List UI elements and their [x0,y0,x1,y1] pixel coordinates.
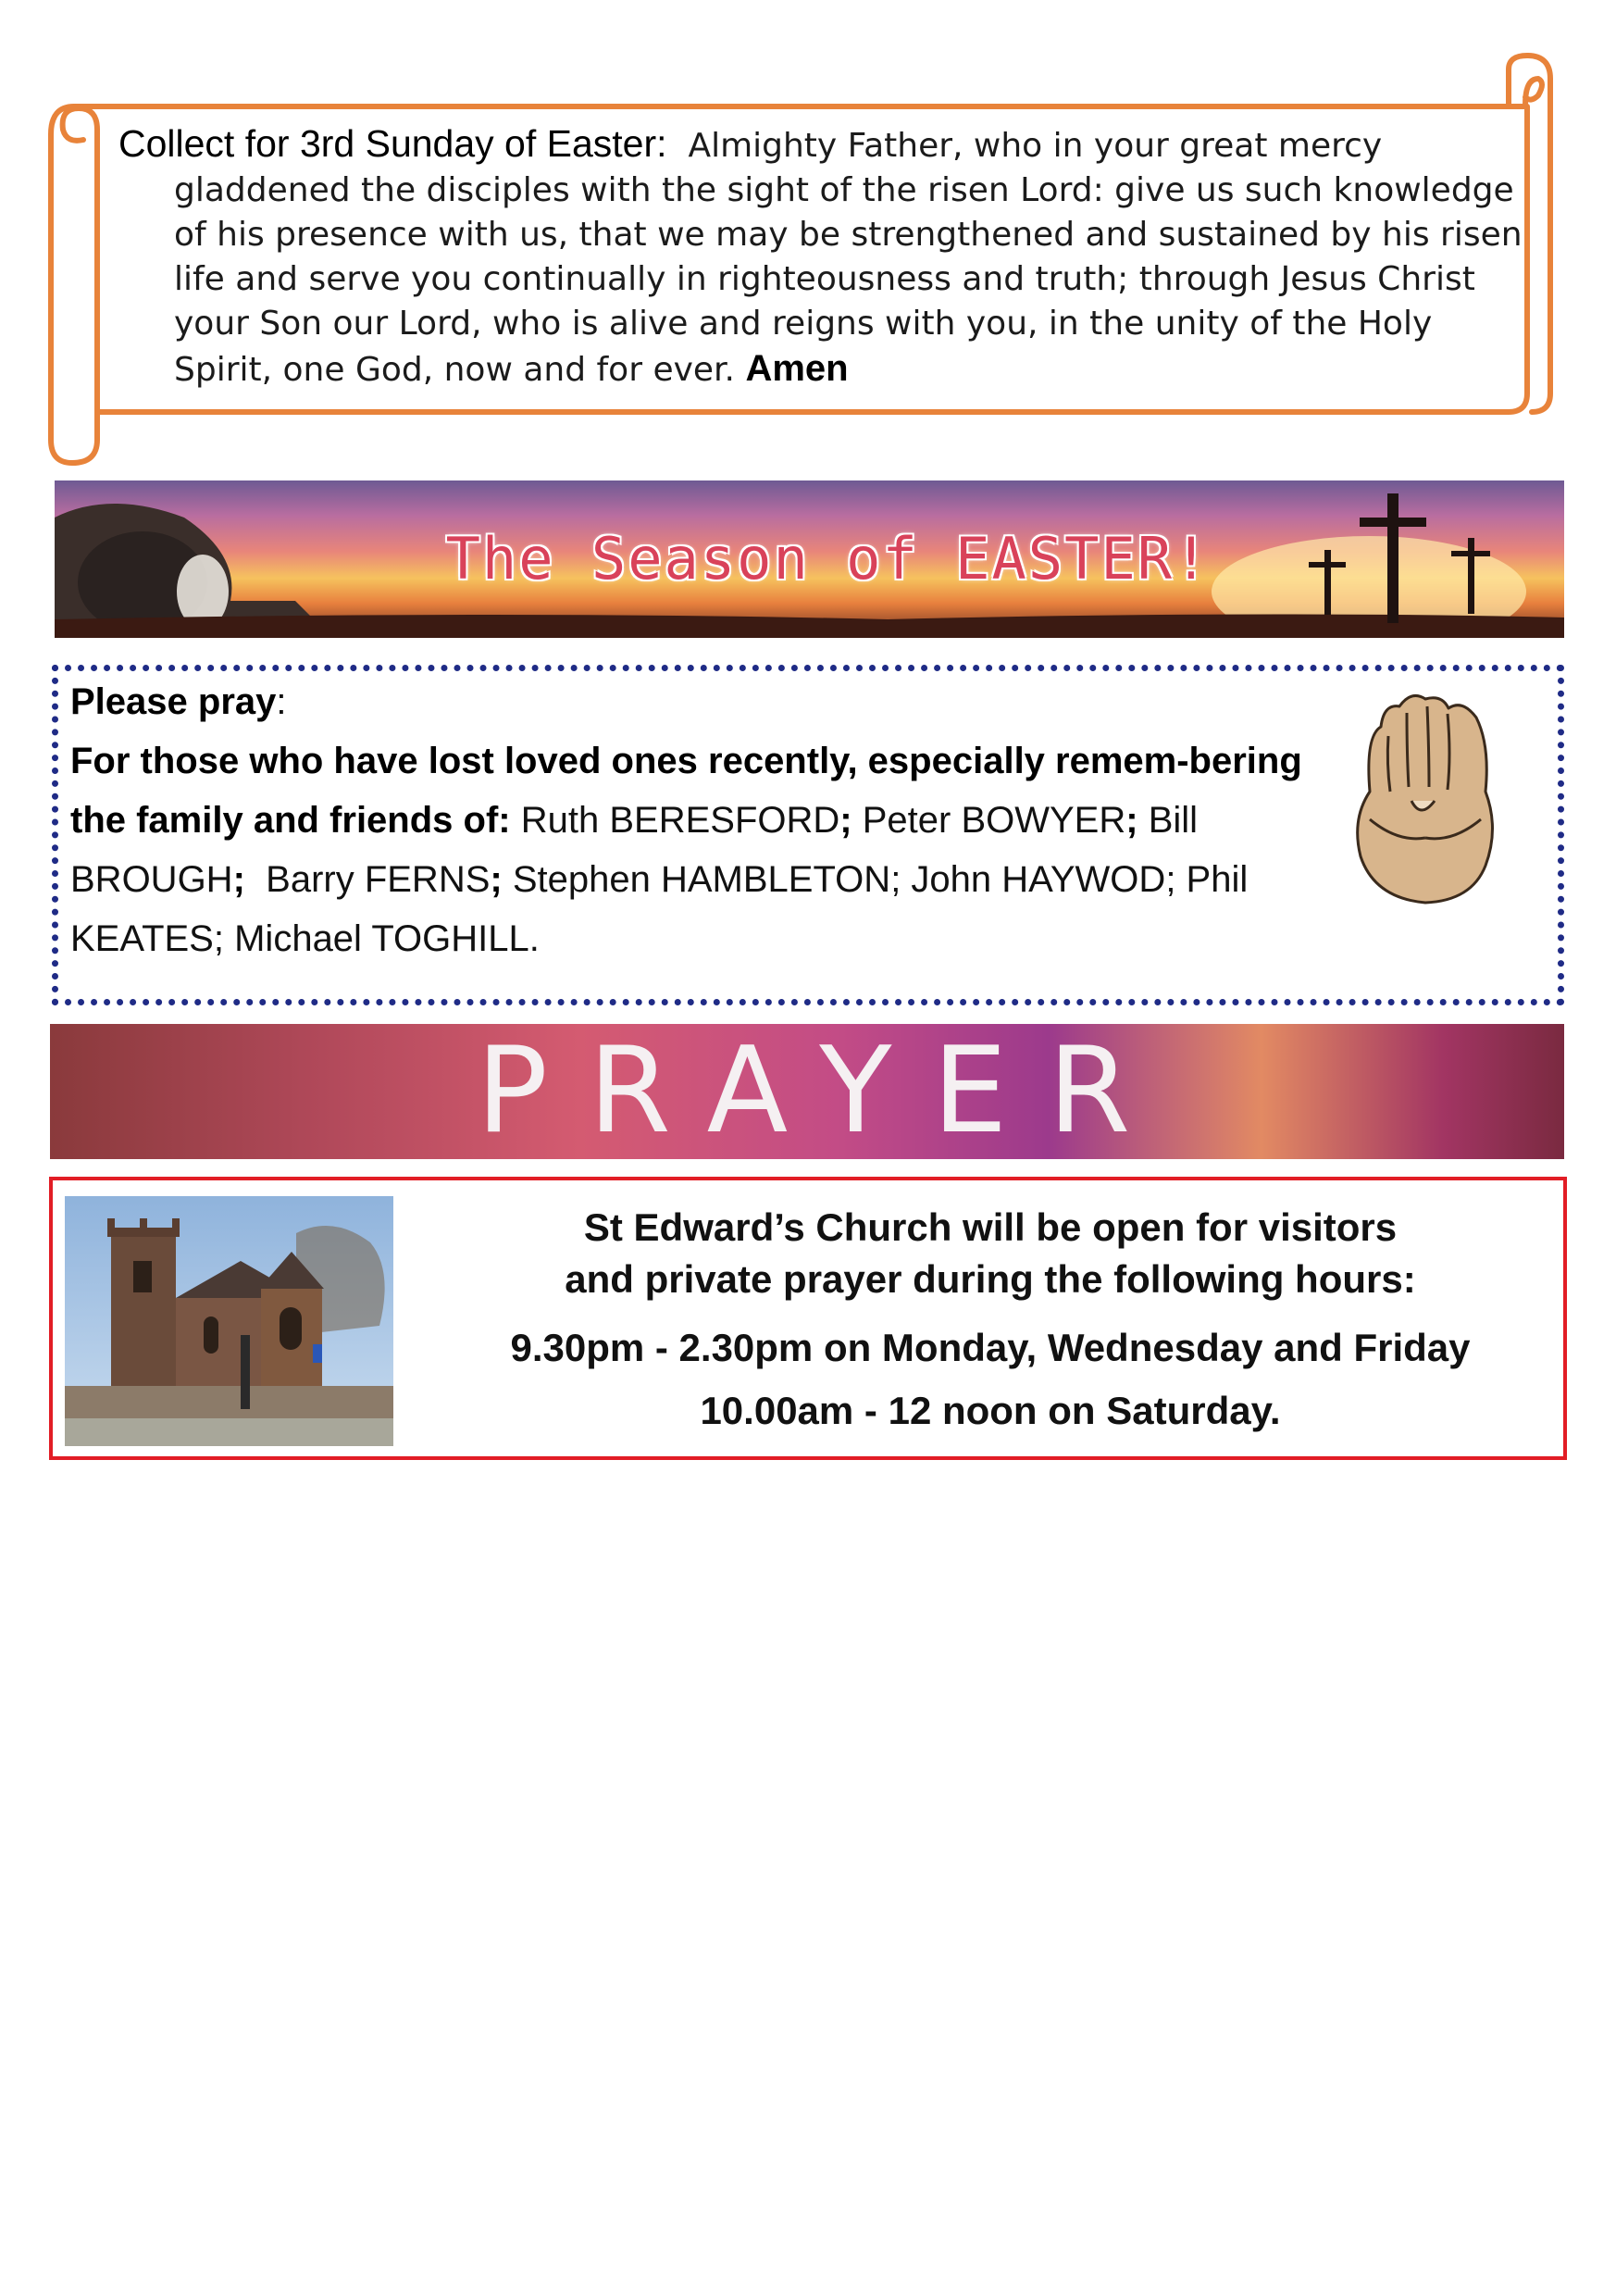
pray-name: Stephen HAMBLETON [512,859,891,900]
please-pray-text: Please pray: For those who have lost loved ones recently, especially remem-bering the family and friends of: Ruth BERESFORD; Peter BOWYER; Bill BROUGH; Barry FERNS; Stephen HAMBLETON; John HAYWOD; Phil KEATES; Michael TOGHILL. [70,681,1302,959]
church-hours-saturday: 10.00am - 12 noon on Saturday. [700,1389,1281,1432]
pray-name: Ruth BERESFORD [520,800,840,841]
collect-separator: : [656,122,667,165]
pray-name: Phil KEATES [70,859,1249,959]
please-pray-intro: For those who have lost loved ones recently, especially remem-bering the family and friends of: [70,741,1302,841]
please-pray-colon: : [276,681,287,722]
church-line-1: St Edward’s Church will be open for visitors [583,1205,1398,1249]
church-photo [65,1196,393,1446]
prayer-banner-word: PRAYER [476,1024,1172,1159]
collect-amen: Amen [745,348,849,389]
pray-name: Peter BOWYER [862,800,1126,841]
please-pray-heading: Please pray [70,681,277,722]
prayer-banner [50,1024,1564,1159]
collect-body: Almighty Father, who in your great mercy gladdened the disciples with the sight of the risen Lord: give us such knowledge of his presence with us, that we may be strengthened and sustained by his risen life and serve you continually in righteousness and truth; through Jesus Christ your Son our Lord, who is alive and reigns with you, in the unity of the Holy Spirit, one God, now and for ever. [174,127,1523,389]
church-opening-text [435,1202,1546,1442]
pray-name: Michael TOGHILL. [234,918,540,959]
church-hours-weekday: 9.30pm - 2.30pm on Monday, Wednesday and Friday [510,1326,1471,1369]
pray-name: Barry FERNS [266,859,491,900]
collect-prayer [118,121,1525,393]
pray-name: John HAYWOD [911,859,1166,900]
praying-hands-icon [1333,680,1509,912]
church-line-2: and private prayer during the following hours: [565,1257,1416,1301]
pray-name: Bill BROUGH [70,800,1199,900]
easter-banner-title: The Season of EASTER! [445,525,1211,593]
easter-banner [55,480,1564,638]
collect-heading: Collect for 3rd Sunday of Easter [118,122,657,165]
